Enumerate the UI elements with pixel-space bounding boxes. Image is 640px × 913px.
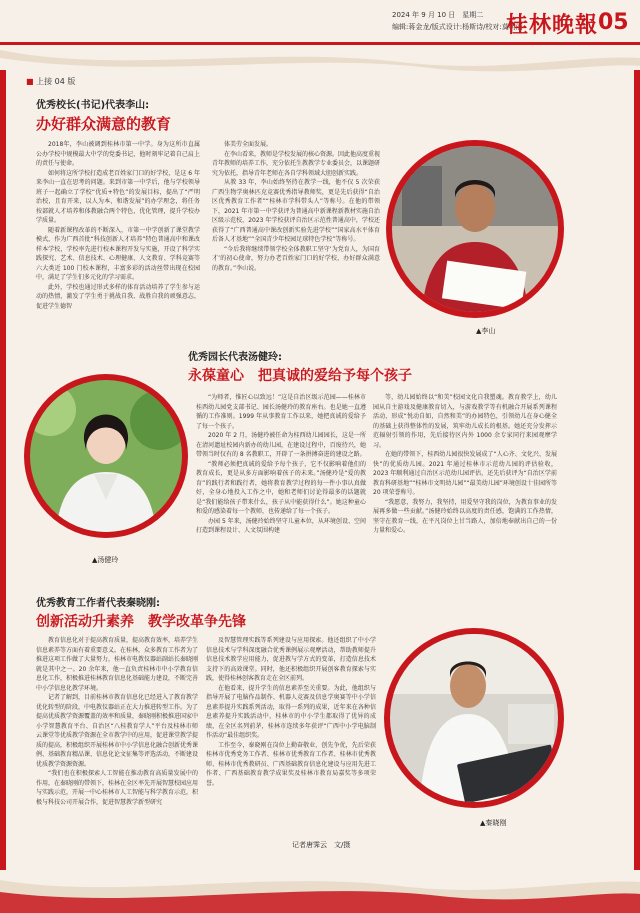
article-byline: 记者唐霁云 文/摄 bbox=[292, 841, 351, 849]
article-column-2 bbox=[373, 393, 557, 585]
paragraph: “我们也在积极探索人工智能在推动教育高质量发展中的作用，在秦晓刚的带领下，桂林在全区率先开展智慧校园应用与实践示范，开展一中心桂林市人工智能与科学教育示范，积极与科技公司开展合作，促进智慧教学新型研究 bbox=[36, 770, 198, 806]
article-tang-jianling bbox=[188, 348, 412, 385]
newspaper-logo: 桂林晚報 bbox=[506, 12, 599, 38]
paragraph: 工作至今，秦晓刚在岗位上勤奋敬业、创先争优，先后荣获桂林市优秀党务工作者、桂林市优秀教育工作者、桂林市优秀教师、桂林市优秀教研员、广西基础教育信息化建设与应用先进工作者、广西基础教育教学成果奖及桂林市教育局嘉奖等多项荣誉。 bbox=[206, 741, 376, 787]
paragraph: 在她的带领下，桂西幼儿园很快发展成了“人心齐、文化兴、发展快”的优质幼儿园。2021 年通过桂林市示范幼儿园的评估验收，2023 年顺利通过自治区示范幼儿园评估，还先后获评为“自治区学前教育科研基地”“桂林市文明幼儿园”“最美幼儿园”环境创设十佳园所等 20 项荣誉称号。 bbox=[373, 451, 557, 496]
article-subhead: 优秀教育工作者代表秦晓刚: bbox=[36, 598, 160, 609]
paragraph: 此外，学校也通过形式多样的体育活动培养了学生参与运动的热情，激发了学生勇于挑战自我、战胜自我的顽强意志，促进学生德智 bbox=[36, 283, 200, 310]
paragraph: 记者了解到，目前桂林市教育信息化已经进入了教育教学优化转型的阶段，中电教仪器站正在大力推进转型工作。为了提高优质教学资源覆盖的效率和质量，秦晓刚积极推进国家中小学智慧教育平台、自治区“八桂教育学人”平台及桂林市师云课堂等优质教学资源在全市教学中的应用，促进课堂教学提质的提高，积极组织开展桂林市中小学信息化融合创新优秀课例、基础教育精品课、信息化论文征集等评选活动，不断建设优质教学资源资源。 bbox=[36, 694, 198, 768]
paragraph: 2020 年 2 月，汤健玲被任命为桂西幼儿园园长，这是一所在清河遗址校园内新办的幼儿园，在建设过程中，百废待兴，她带领当时仅有的 8 名教职工，开辟了一条拼搏奋进的建设之路。 bbox=[196, 432, 366, 458]
article-subhead: 优秀园长代表汤健玲: bbox=[188, 352, 282, 363]
editor-credits: 编辑:蒋金龙/版式设计:杨斯诗/校对:莫明丽 bbox=[392, 23, 523, 31]
photo-caption bbox=[476, 326, 495, 336]
paragraph: 办园 5 年来，汤健玲始终坚守儿童本位，从环境创设、空间打造到课程设计、人文氛围构建 bbox=[196, 517, 366, 534]
paragraph: 及智慧管理实践等系列建设与应用探索。他还组织了中小学信息技术与学科深度融合优秀课例展示观摩活动，帮助教师提升信息技术教学应用能力，促进教与学方式的变革，打造信息技术支持下的高效课堂。同时，他还积极组织开展创客教育探索与实践，使得桂林创客教育走在全区前列。 bbox=[206, 637, 376, 682]
article-column-2 bbox=[212, 140, 380, 340]
paragraph: “教师必须把真诚的爱给予每个孩子，它不仅影响着他们的教育成长，更是从多方面影响着孩子的未来。”汤健玲是“爱的教育”的践行者和践行者，她将教育教学过程的每一件小事认真做好，全身心地投入工作之中，她和老师们讨论得最多的话题就是“我们能给孩子带来什么，孩子从中能获得什么”。她这种童心和爱的感染着每一个教师，也传递给了每一个孩子。 bbox=[196, 460, 366, 515]
paragraph: “为师者，惟匠心以致远！”这是自治区级示范园——桂林市桂西幼儿园党支部书记、园长汤健玲的教育座右。也是她一直遵循的工作准则。1999 年从事教育工作以来，她把真诚的爱给予了每一个孩子。 bbox=[196, 394, 366, 430]
paragraph: “今后我将继续带领学校全体教职工坚守‘为党育人，为国育才’的初心使命，努力办老百姓家门口的好学校，办好群众满意的教育。”李山说。 bbox=[212, 245, 380, 272]
paragraph: 从教 33 年，李山始终坚持在教学一线，他不仅 5 次荣获广西生物学奥林匹克竞赛优秀指导教师奖，更是先后获得“自治区优秀教育工作者”“桂林市学科带头人”等称号。在他的带领下，2021 年市第一中学获评为普通高中新课程新教材实施自治区级示范校，2023 年学校获评自治区示范性普通高中，学校还获得了“广西普通高中课改创新实验先进学校”“国家高水平体育后备人才基地”“全国青少年校园足球特色学校”等称号。 bbox=[212, 179, 380, 243]
portrait-qin-xiaogang bbox=[390, 634, 558, 802]
photo-caption bbox=[92, 555, 118, 565]
right-accent-bar bbox=[634, 70, 640, 870]
paragraph: 教育信息化对于提高教育质量，提高教育效率，培养学生信息素养等方面有着重要意义。在桂林，众多教育工作者为了推进这项工作做了大量努力，桂林市电教仪器站副站长秦晓刚就是其中之一。20 余年来，他一直负责桂林市中小学教育信息化工作，积极推进桂林教育信息化基础能力建设，不断完善中小学信息化教学环境。 bbox=[36, 637, 198, 692]
left-accent-bar bbox=[0, 70, 6, 870]
continued-label-text: 上接 04 版 bbox=[36, 77, 76, 86]
article-column-1 bbox=[36, 636, 198, 854]
portrait-tang-jianling bbox=[30, 380, 182, 532]
decorative-wave-band bbox=[0, 44, 640, 84]
article-headline: 办好群众满意的教育 bbox=[36, 115, 172, 133]
article-headline: 永葆童心 把真诚的爱给予每个孩子 bbox=[188, 368, 412, 384]
continued-from-label bbox=[26, 76, 75, 87]
article-qin-xiaogang bbox=[36, 594, 246, 631]
paragraph: 体美劳全面发展。 bbox=[224, 141, 273, 148]
article-column-2 bbox=[206, 636, 376, 836]
page-number: 05 bbox=[598, 10, 629, 35]
caption-text: 秦晓刚 bbox=[485, 819, 507, 827]
paragraph: 在李山看来，教师是学校发展的核心资源。因此他高度重视青年教师的培养工作，充分依托生教教学专业委员会，以课题研究为依托，指导青年老师在各自学科领域大胆创新实践。 bbox=[212, 150, 380, 177]
decorative-footer-wave bbox=[0, 870, 640, 913]
caption-arrow-icon: ▲ bbox=[92, 556, 98, 564]
issue-date: 2024 年 9 月 10 日 星期二 bbox=[392, 11, 484, 19]
paragraph: 随着新课程改革的不断深入，市第一中学创新了课堂教学模式，作为广西首批“科技创新人才培养”特色普通高中和课改样本学校，学校率先进行校本课程开发与实施，开设了科学实践探究、艺术、信息技术、心理健康、人文教育、学科竞赛等六大类近 100 门校本课程，丰富多彩的活动丝带出现在校园中，满足了学生们多元化的学习需求。 bbox=[36, 226, 200, 281]
caption-text: 李山 bbox=[481, 327, 496, 335]
portrait-li-shan bbox=[392, 146, 558, 312]
paragraph: 如何将这所学校打造成老百姓家门口的好学校，是这 6 年来李山一直在思考的问题。来到市第一中学后，他与学校领导班子一起确立了学校“优质+特色”的发展目标，提出了“严明治校，且育开来，以人为本，和谐发展”的办学理念，将任务按部就人才培养和体教融合两个特色，优化管理，提升学校办学质量。 bbox=[36, 169, 200, 224]
paragraph: 在他看来，提升学生的信息素养至关重要。为此，他组织与指导开展了电脑作品制作、机器人竞赛及信息学奥赛等中小学信息素养提升实践系列活动，取得一系列的成果，近年来在各种信息素养提升实践活动中，桂林市的中小学生都取得了优异的成绩，在全区名列前茅，桂林市连续多年获评“广西中小学电脑制作活动”最佳组织奖。 bbox=[206, 684, 376, 739]
paragraph: 2018年，李山被调到桂林市第一中学。身为这所市直属公办学校中规模最大中学的党委书记，他时刻牢记着自己肩上的责任与使命。 bbox=[36, 141, 200, 167]
caption-arrow-icon: ▲ bbox=[476, 327, 482, 335]
caption-text: 汤健玲 bbox=[97, 556, 119, 564]
article-subhead: 优秀校长(书记)代表李山: bbox=[36, 100, 150, 111]
article-li-shan bbox=[36, 96, 171, 134]
masthead bbox=[0, 0, 640, 46]
article-headline: 创新活动升素养 教学改革争先锋 bbox=[36, 614, 246, 630]
article-column-1 bbox=[196, 393, 366, 585]
paragraph: 等，幼儿园始终以“和美”校园文化自我塑魂。教育教学上，幼儿园从自主游戏及健康教育切入，与游戏教学等有机融合开展系列课程活动，形成“悦动自如，自然和美”的办园特色，引领幼儿在身心健全的基础上获得整体性的发展，筑牢幼儿成长的根基。她还充分发挥示范辐射引领的作用，先后接待区内外 1000 余专家同行来园观摩学习。 bbox=[373, 394, 557, 449]
paragraph: “我愿意，我努力，我坚持，用爱坚守我的岗位，为教育事业的发展再多做一些贡献。”汤健玲始终以高度的责任感，饱满的工作热情，坚守在教育一线，在平凡岗位上甘当路人，加倍地奉献出自己的一份力量和爱心。 bbox=[373, 498, 557, 534]
caption-arrow-icon: ▲ bbox=[480, 819, 486, 827]
photo-caption bbox=[480, 818, 506, 828]
page-bullet-icon: ■ bbox=[26, 77, 34, 86]
